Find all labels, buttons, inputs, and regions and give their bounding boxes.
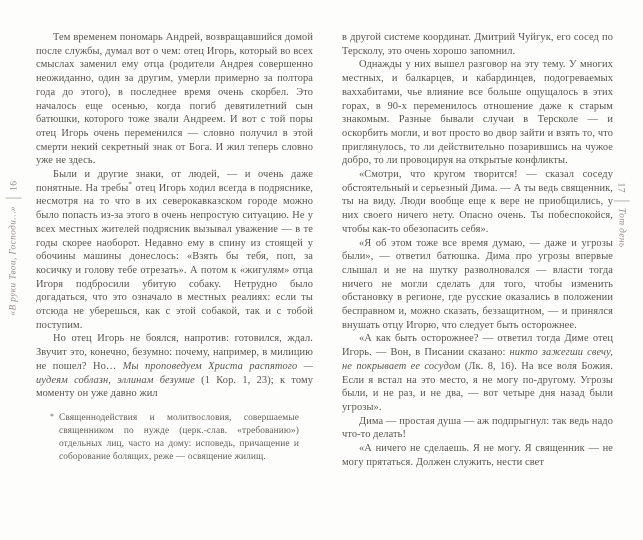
text-run: Но отец Игорь не боялся, напротив: готовился, ждал. Звучит это, конечно, безумно: почему, например, в милицию не пошел? Но… — [36, 333, 313, 372]
text-run: (Лк. 8, 16). На все воля Божия. Если я встал на это место, я не могу по-другому. Угрозы были, и не раз, и не два, — вот четыре дня назад были угрозы». — [342, 360, 613, 413]
footnote-marker: * — [50, 411, 55, 421]
text-run: Тем временем пономарь Андрей, возвращавшийся домой после службы, думал вот о чем: отец Игорь, который во всех смыслах заменил ему отца (родители Андрея совершенно неожиданно, один за другим, умерли примерно за полтора года до этого), в последнее время очень скорбел. Это началось еще осенью, когда погиб девятилетний сын батюшки, которого тоже звали Андреем. И вот с той поры отец Игорь очень переменился — словно получил в этой смерти некий секретный знак от Бога. И жил теперь словно уже не здесь. — [36, 32, 313, 167]
right-page-text — [342, 31, 613, 470]
paragraph — [342, 237, 613, 333]
paragraph — [342, 168, 613, 237]
page-number-right: 17 — [616, 182, 628, 194]
footnote — [50, 412, 299, 464]
text-run: (1 Кор. 1, 23); к тому моменту он уже давно жил — [36, 374, 313, 400]
left-page — [36, 31, 313, 464]
text-run: Дима — простая душа — аж подпрыгнул: так ведь надо что-то делать! — [342, 415, 613, 441]
paragraph — [36, 332, 313, 401]
left-page-margin — [0, 128, 28, 368]
paragraph — [342, 332, 613, 414]
text-run: Мы проповедуем Христа распятого — иудеям соблазн, эллинам безумие — [36, 360, 314, 386]
margin-rule-right — [614, 200, 630, 201]
text-run: Священнодействия и молитвословия, совершаемые священником по нужде (церк.-слав. «требованию») отдельных лиц, часто на дому: исповедь, причащение и соборование болящих, реже — освящение жилищ. — [59, 412, 299, 463]
right-page — [342, 31, 613, 470]
paragraph — [342, 31, 613, 58]
text-run: «Я об этом тоже все время думаю, — даже и угрозы были», — ответил батюшка. Дима про угрозы впервые слышал и не на шутку разволновался — власти тогда ничего не могли сделать для того, чтобы изменить обстановку в регионе, где русские оказались в положении бесправном и, можно сказать, беззащитном, — и принялся внушать отцу Игорю, что следует быть осторожнее. — [342, 237, 613, 331]
paragraph — [342, 415, 613, 442]
paragraph — [342, 442, 613, 469]
paragraph — [342, 58, 613, 168]
text-run: «А как быть осторожнее? — ответил тогда Диме отец Игорь. — Вон, в Писании сказано: — [342, 333, 613, 359]
text-run: в другой системе координат. Дмитрий Чуйгук, его сосед по Терсколу, это очень хорошо запомнил. — [342, 32, 613, 57]
text-run: «Смотри, что кругом творится! — сказал соседу обстоятельный и серьезный Дима. — А ты ведь священник, ты на виду. Люди вообще еще к вере не приобщились, у них своего ничего нету. Опасно очень. Ты побеспокойся, чтобы как-то обезопасить себя». — [342, 169, 613, 235]
footnote-ref: * — [128, 179, 133, 189]
paragraph — [36, 31, 313, 168]
running-title-left: «В руки Твои, Господи…» — [9, 206, 20, 316]
left-page-text — [36, 31, 313, 401]
margin-rule-left — [6, 198, 22, 199]
text-run: отец Игорь ходил всегда в подряснике, несмотря на то что в их северокавказском городе можно было попасть из-за этого в очень непростую ситуацию. Не у всех местных жителей подрясник вызывал уважение — в те годы скорее наоборот. Недавно ему в спину из стоящей у обочины машины донеслось: «Взять бы тебя, поп, за косичку и голову тебе отрезать». А потом к «жигулям» отца Игоря подбросили убитую собаку. Нетрудно было догадаться, что это означало в местных реалиях: если ты отсюда не уберешься, как с этой собакой, так и с тобой поступим. — [36, 182, 313, 331]
footnote-text — [59, 413, 299, 462]
running-title-right: Тот день — [617, 208, 628, 248]
paragraph — [36, 168, 313, 332]
text-run: «А ничего не сделаешь. Я не могу. Я священник — не могу прятаться. Должен служить, нести свет — [342, 443, 613, 468]
page-number-left: 16 — [8, 180, 20, 192]
text-run: Были и другие знаки, от людей, — и очень даже понятные. На требы — [36, 169, 313, 194]
right-margin-row — [614, 182, 630, 247]
text-run: Однажды у них вышел разговор на эту тему. У многих местных, и балкарцев, и кабардинцев, подогреваемых ваххабитами, чье влияние все больше ощущалось в этих горах, в 90-х переменилось отношение даже к старым знакомым. Разные бывали случаи в Терсколе — и оскорбить могли, и вот просто во двор зайти и взять то, что приглянулось, то ли действительно позарившись на чужое добро, то ли провоцируя на открытые конфликты. — [342, 59, 613, 167]
left-margin-row — [6, 180, 22, 315]
text-run: никто зажегши свечу, не покрывает ее сосудом — [342, 347, 613, 372]
